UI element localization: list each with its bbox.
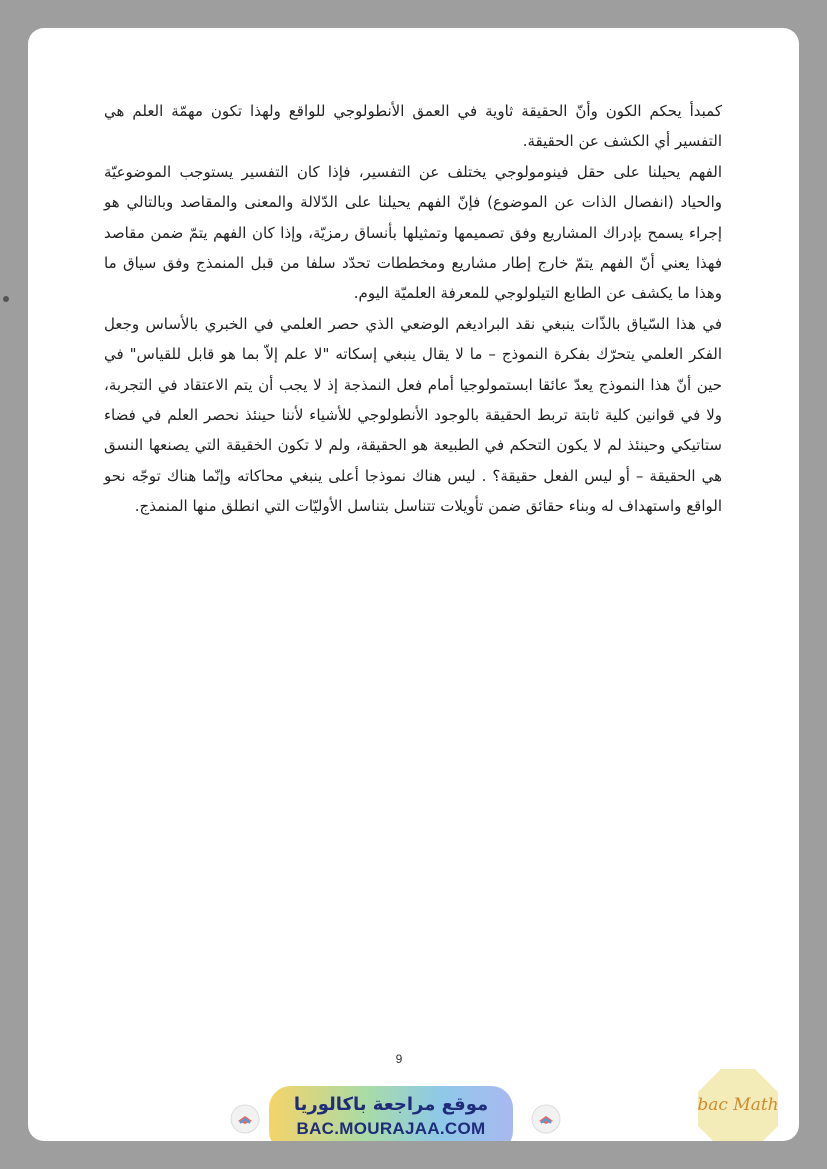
paragraph-1: كمبدأ يحكم الكون وأنّ الحقيقة ثاوية في العمق الأنطولوجي للواقع ولهذا تكون مهمّة العلم هي التفسير أي الكشف عن الحقيقة. <box>104 102 722 151</box>
body-text <box>104 96 722 522</box>
site-logo-icon <box>531 1104 561 1134</box>
bac-math-badge <box>696 1067 780 1141</box>
margin-mark <box>3 296 9 302</box>
paragraph-2: الفهم يحيلنا على حقل فينومولوجي يختلف عن التفسير، فإذا كان التفسير يستوجب الموضوعيّة والحياد (انفصال الذات عن الموضوع) فإنّ الفهم يحيلنا على الدّلالة والمعنى والمقاصد وبالتالي هو إجراء يسمح بإدراك المشاريع وفق تصميمها وتمثيلها بأنساق رمزيّة، وإذا كان الفهم يتمّ ضمن مقاصد فهذا يعني أنّ الفهم يتمّ خارج إطار مشاريع ومخططات تحدّد سلفا من قبل المنمذج وفق سياق ما وهذا ما يكشف عن الطابع التيلولوجي للمعرفة العلميّة اليوم. <box>104 162 722 303</box>
badge-text: bac Math <box>697 1095 779 1115</box>
document-page <box>28 28 799 1141</box>
site-logo-icon <box>230 1104 260 1134</box>
site-banner-link[interactable] <box>269 1086 513 1141</box>
banner-url: BAC.MOURAJAA.COM <box>296 1119 486 1138</box>
paragraph-3: في هذا السّياق بالذّات ينبغي نقد البراديغم الوضعي الذي حصر العلمي في الخبري بالأساس وجعل الفكر العلمي يتحرّك بفكرة النموذج – ما لا يقال ينبغي إسكاته "لا علم إلاّ بما هو قابل للقياس" في حين أنّ هذا النموذج يعدّ عائقا ابستمولوجيا أمام فعل النمذجة إذ لا يجب أن يتم الاعتقاد في التجربة، ولا في قوانين كلية ثابتة تربط الحقيقة بالوجود الأنطولوجي للأشياء لأننا حينئذ نحصر العلم في فضاء ستاتيكي وحينئذ لم لا يكون التحكم في الطبيعة هو الحقيقة، ولم لا تكون الخقيقة التي يصنعها النسق هي الحقيقة – أو ليس الفعل حقيقة؟ . ليس هناك نموذجا أعلى ينبغي محاكاته وإنّما هناك توجّه نحو الواقع واستهداف له وبناء حقائق ضمن تأويلات تتناسل بتناسل الأوليّات التي انطلق منها المنمذج. <box>104 314 722 516</box>
banner-arabic-title: موقع مراجعة باكالوريا <box>293 1094 489 1115</box>
page-number: 9 <box>395 1052 403 1066</box>
